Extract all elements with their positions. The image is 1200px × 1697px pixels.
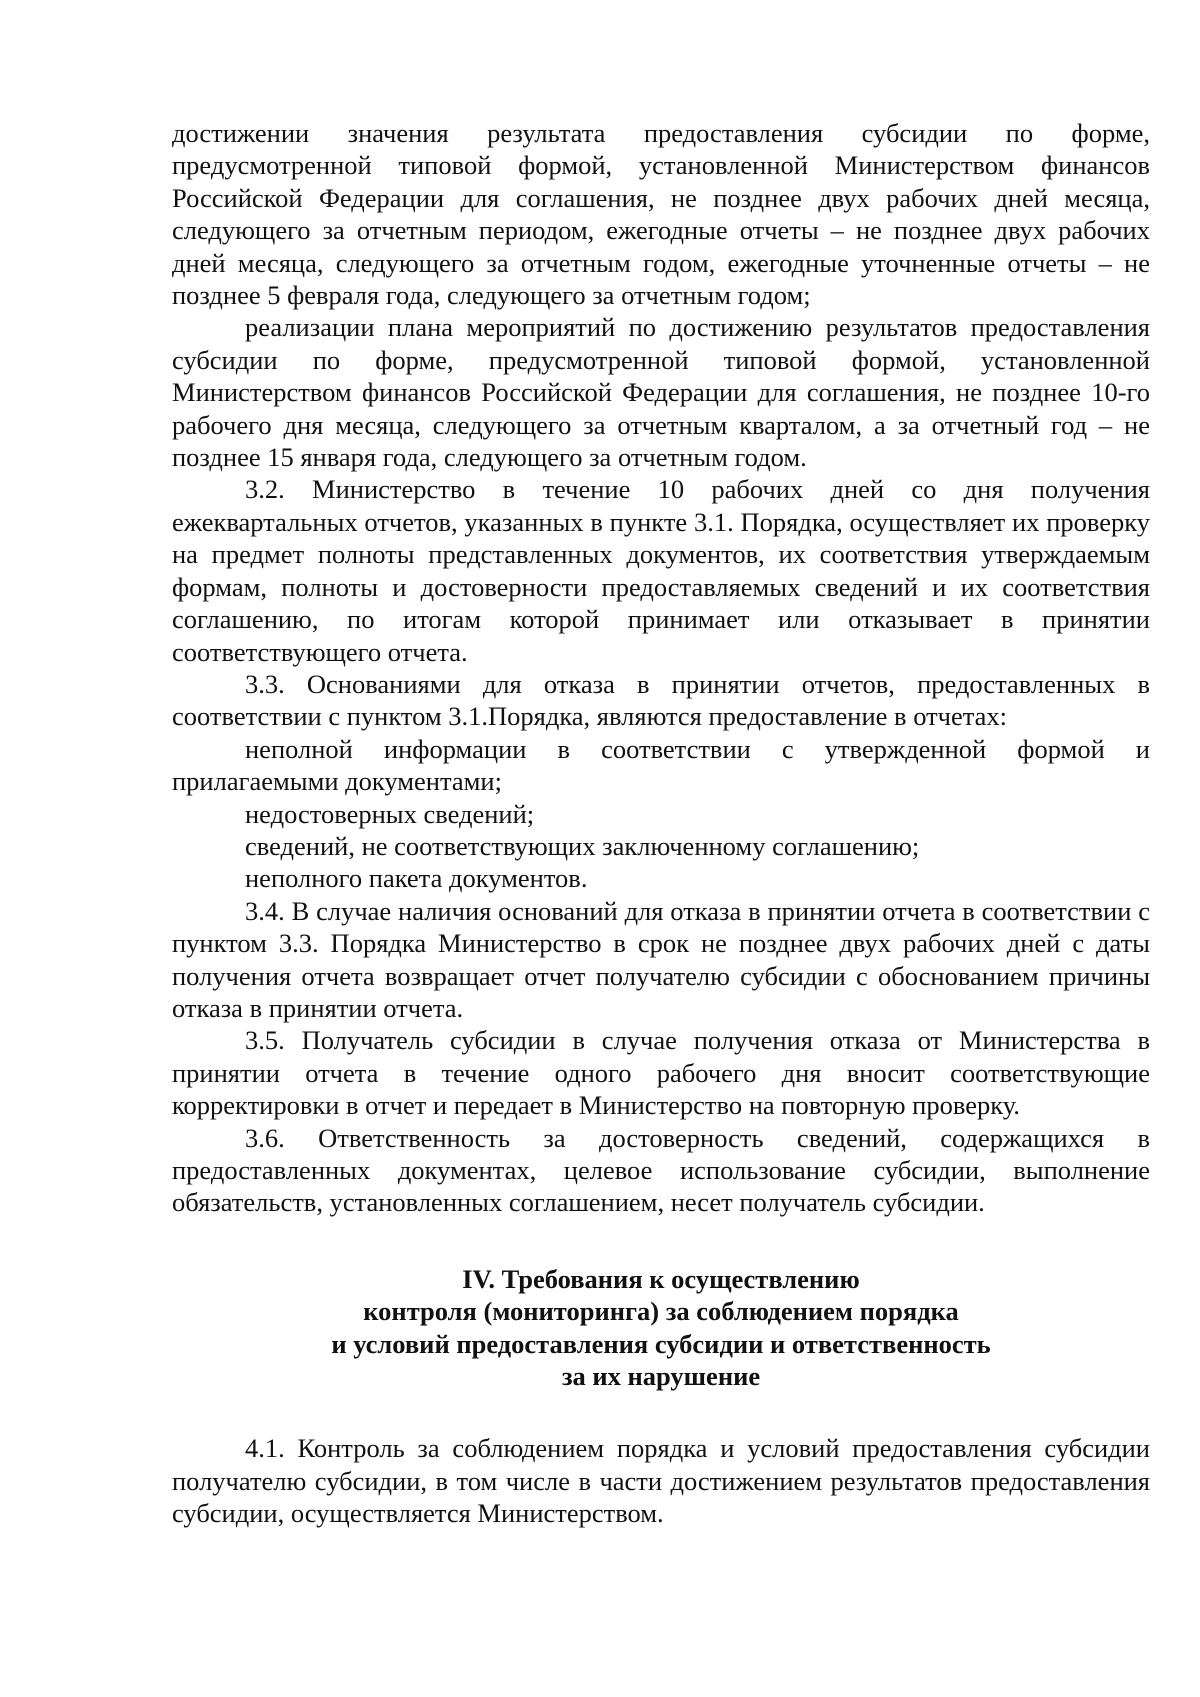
- list-item-incomplete-package: неполного пакета документов.: [245, 863, 588, 894]
- document-page: [172, 117, 1150, 1530]
- section-heading-line: IV. Требования к осуществлению: [462, 1263, 860, 1294]
- list-item-incomplete-information: неполной информации в соответствии с утвержденной формой и прилагаемыми документами;: [172, 733, 1150, 797]
- paragraph-3-5: 3.5. Получатель субсидии в случае получения отказа от Министерства в принятии отчета в течение одного рабочего дня вносит соответствующие корректировки в отчет и передает в Министерство на повторную проверку.: [172, 1025, 1150, 1121]
- paragraph-4-1: 4.1. Контроль за соблюдением порядка и условий предоставления субсидии получателю субсидии, в том числе в части достижением результатов предоставления субсидии, осуществляется Министерством.: [172, 1433, 1150, 1529]
- section-heading: [172, 1263, 1150, 1393]
- paragraph-action-plan-report: реализации плана мероприятий по достижению результатов предоставления субсидии по форме, предусмотренной типовой формой, установленной Министерством финансов Российской Федерации для соглашения, не позднее 10-го рабочего дня месяца, следующего за отчетным кварталом, а за отчетный год – не позднее 15 января года, следующего за отчетным годом.: [172, 312, 1150, 473]
- section-heading-line: за их нарушение: [561, 1361, 761, 1392]
- section-body: [172, 1432, 1150, 1529]
- paragraph-3-3: 3.3. Основаниями для отказа в принятии отчетов, предоставленных в соответствии с пунктом 3.1.Порядка, являются предоставление в отчетах:: [172, 668, 1150, 732]
- section-heading-line: и условий предоставления субсидии и ответственность: [331, 1328, 991, 1359]
- list-item-nonconforming-data: сведений, не соответствующих заключенному соглашению;: [245, 830, 920, 861]
- paragraph-report-results: достижении значения результата предоставления субсидии по форме, предусмотренной типовой формой, установленной Министерством финансов Российской Федерации для соглашения, не позднее двух рабочих дней месяца, следующего за отчетным периодом, ежегодные отчеты – не позднее двух рабочих дней месяца, следующего за отчетным годом, ежегодные уточненные отчеты – не позднее 5 февраля года, следующего за отчетным годом;: [172, 118, 1150, 311]
- paragraph-3-2: 3.2. Министерство в течение 10 рабочих дней со дня получения ежеквартальных отчетов, указанных в пункте 3.1. Порядка, осуществляет их проверку на предмет полноты представленных документов, их соответствия утверждаемым формам, полноты и достоверности предоставляемых сведений и их соответствия соглашению, по итогам которой принимает или отказывает в принятии соответствующего отчета.: [172, 474, 1150, 667]
- section-heading-line: контроля (мониторинга) за соблюдением порядка: [363, 1296, 959, 1327]
- paragraph-3-4: 3.4. В случае наличия оснований для отказа в принятии отчета в соответствии с пунктом 3.3. Порядка Министерство в срок не позднее двух рабочих дней с даты получения отчета возвращает отчет получателю субсидии с обоснованием причины отказа в принятии отчета.: [172, 895, 1150, 1023]
- list-item-unreliable-data: недостоверных сведений;: [245, 798, 535, 829]
- paragraph-3-6: 3.6. Ответственность за достоверность сведений, содержащихся в предоставленных документах, целевое использование субсидии, выполнение обязательств, установленных соглашением, несет получатель субсидии.: [172, 1122, 1150, 1218]
